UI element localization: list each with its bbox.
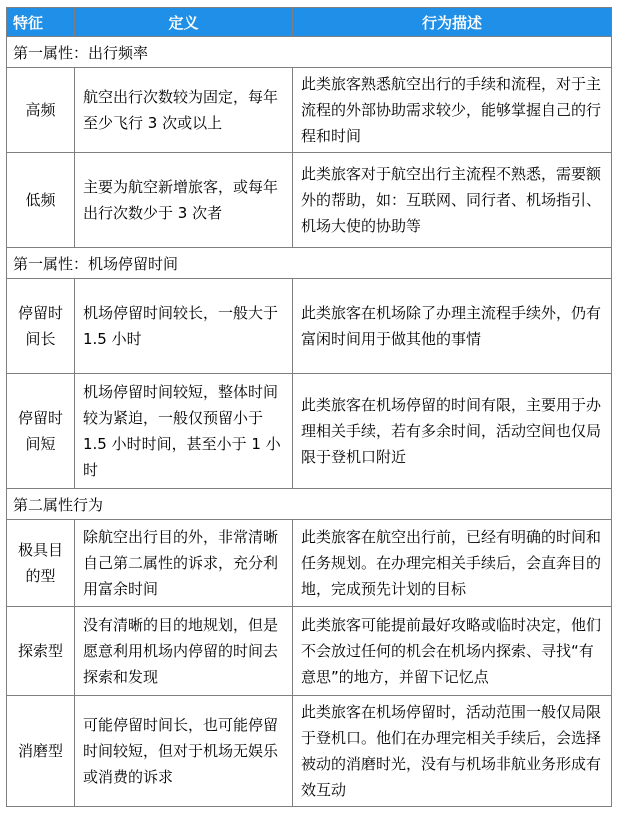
table-row	[7, 696, 612, 807]
section-title: 第一属性：机场停留时间	[7, 248, 612, 279]
definition-cell: 没有清晰的目的地规划，但是愿意利用机场内停留的时间去探索和发现	[75, 607, 293, 696]
feature-cell: 高频	[7, 68, 75, 153]
section-title: 第二属性行为	[7, 489, 612, 520]
feature-cell: 低频	[7, 153, 75, 248]
feature-cell: 探索型	[7, 607, 75, 696]
behavior-cell: 此类旅客对于航空出行主流程不熟悉，需要额外的帮助，如：互联网、同行者、机场指引、机场大使的协助等	[293, 153, 612, 248]
header-definition: 定义	[75, 8, 293, 37]
behavior-cell: 此类旅客熟悉航空出行的手续和流程，对于主流程的外部协助需求较少，能够掌握自己的行程和时间	[293, 68, 612, 153]
section-row-second-attribute	[7, 489, 612, 520]
behavior-cell: 此类旅客在机场停留时，活动范围一般仅局限于登机口。他们在办理完相关手续后，会选择被动的消磨时光，没有与机场非航业务形成有效互动	[293, 696, 612, 807]
attribute-table	[6, 7, 612, 807]
header-behavior: 行为描述	[293, 8, 612, 37]
feature-cell: 停留时间长	[7, 279, 75, 374]
definition-cell: 除航空出行目的外，非常清晰自己第二属性的诉求，充分利用富余时间	[75, 520, 293, 607]
definition-cell: 机场停留时间较长，一般大于 1.5 小时	[75, 279, 293, 374]
table-row	[7, 153, 612, 248]
definition-cell: 航空出行次数较为固定，每年至少飞行 3 次或以上	[75, 68, 293, 153]
definition-cell: 主要为航空新增旅客，或每年出行次数少于 3 次者	[75, 153, 293, 248]
section-row-stay-time	[7, 248, 612, 279]
section-title: 第一属性：出行频率	[7, 37, 612, 68]
definition-cell: 可能停留时间长，也可能停留时间较短，但对于机场无娱乐或消费的诉求	[75, 696, 293, 807]
section-row-frequency	[7, 37, 612, 68]
table-row	[7, 279, 612, 374]
table-row	[7, 374, 612, 489]
behavior-cell: 此类旅客在机场除了办理主流程手续外，仍有富闲时间用于做其他的事情	[293, 279, 612, 374]
behavior-cell: 此类旅客在机场停留的时间有限，主要用于办理相关手续，若有多余时间，活动空间也仅局限于登机口附近	[293, 374, 612, 489]
feature-cell: 停留时间短	[7, 374, 75, 489]
feature-cell: 极具目的型	[7, 520, 75, 607]
table-row	[7, 520, 612, 607]
table-header-row	[7, 8, 612, 37]
feature-cell: 消磨型	[7, 696, 75, 807]
table-row	[7, 607, 612, 696]
table-row	[7, 68, 612, 153]
definition-cell: 机场停留时间较短，整体时间较为紧迫，一般仅预留小于 1.5 小时时间，甚至小于 1 小时	[75, 374, 293, 489]
behavior-cell: 此类旅客可能提前最好攻略或临时决定，他们不会放过任何的机会在机场内探索、寻找“有意思”的地方，并留下记忆点	[293, 607, 612, 696]
behavior-cell: 此类旅客在航空出行前，已经有明确的时间和任务规划。在办理完相关手续后，会直奔目的地，完成预先计划的目标	[293, 520, 612, 607]
header-feature: 特征	[7, 8, 75, 37]
